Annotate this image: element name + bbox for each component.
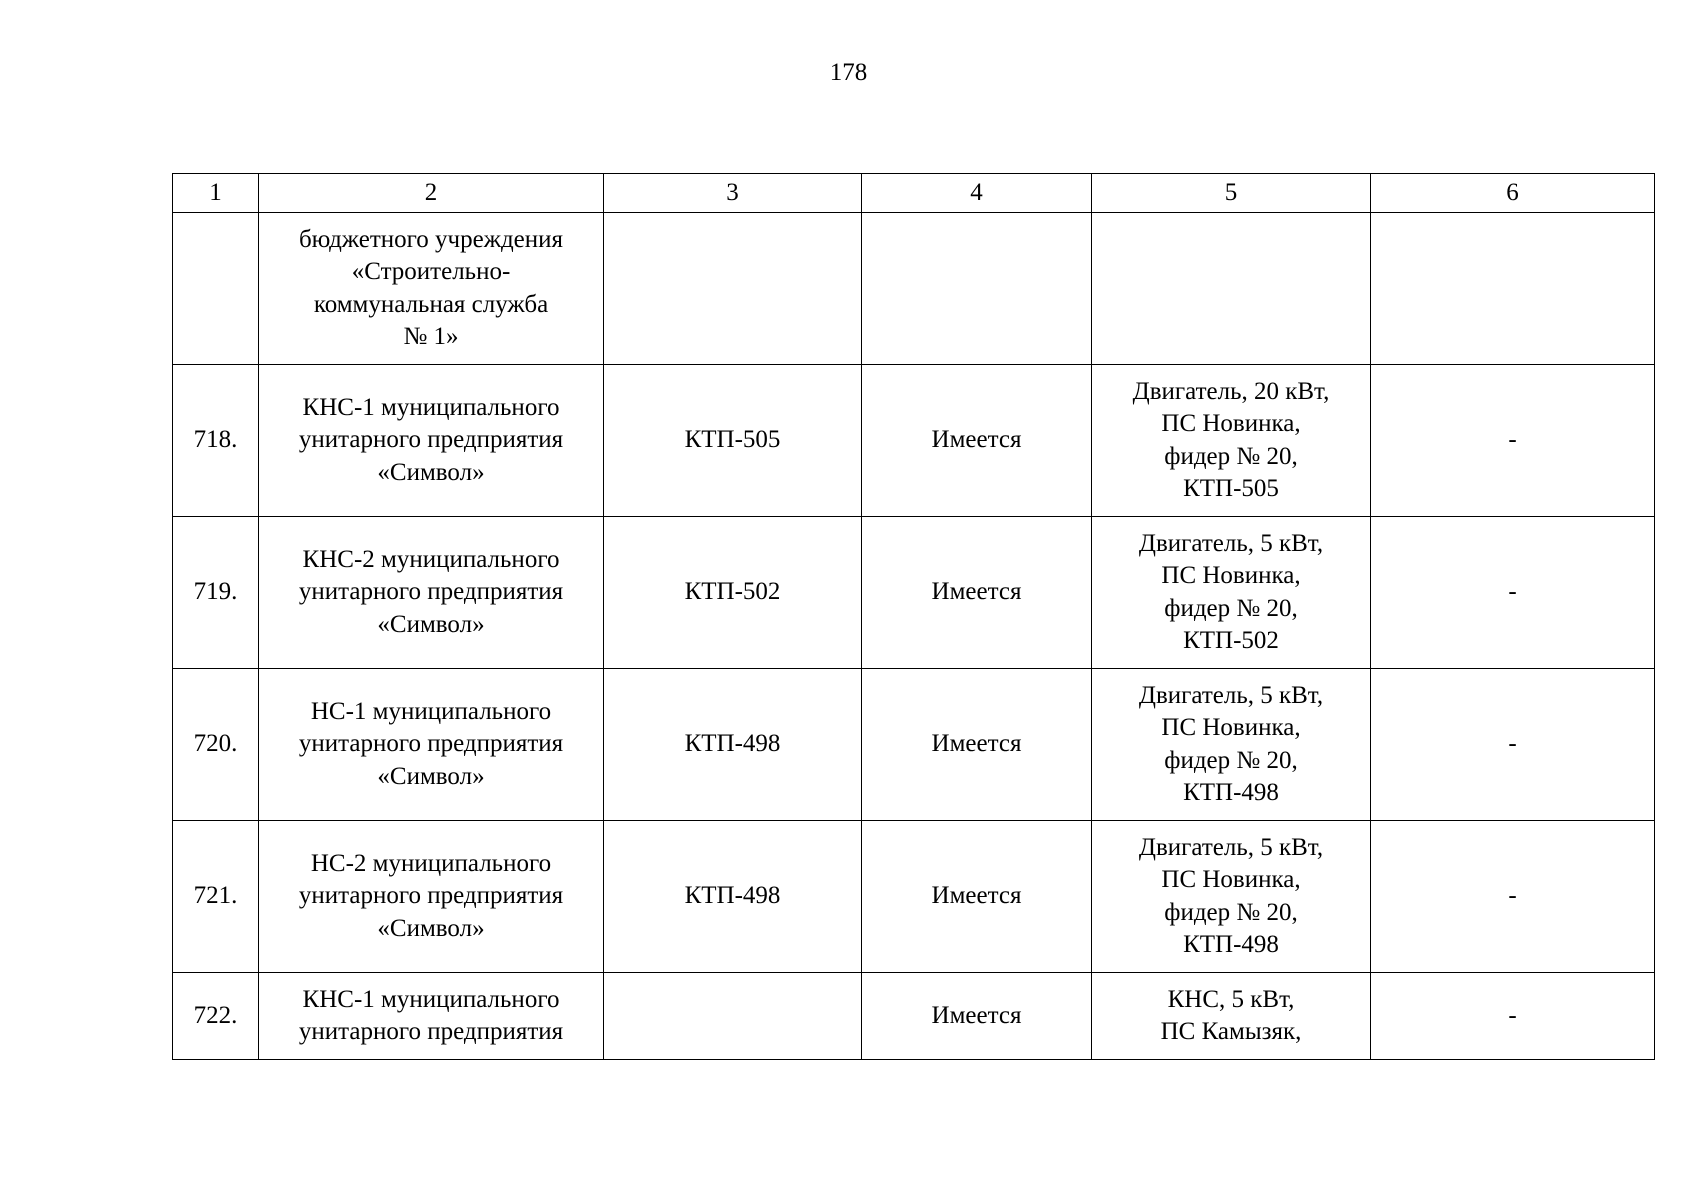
object-name-line: бюджетного учреждения [298,225,564,253]
power-cell [1092,213,1371,365]
table-row [173,973,1655,1060]
power-line: Двигатель, 5 кВт, [1138,529,1324,557]
availability-cell: Имеется [862,365,1092,517]
object-name-line: коммунальная служба [313,290,549,318]
object-name-line: унитарного предприятия [298,1018,564,1045]
power-line: ПС Новинка, [1161,866,1301,893]
power-cell [1092,973,1371,1060]
object-name-line: «Символ» [377,762,485,790]
substation-cell: КТП-498 [604,669,862,821]
note-cell [1371,213,1655,365]
power-line: КТП-498 [1183,931,1279,958]
power-line: фидер № 20, [1164,898,1298,926]
power-line: фидер № 20, [1164,594,1298,622]
note-cell: - [1371,821,1655,973]
note-cell: - [1371,669,1655,821]
note-cell: - [1371,517,1655,669]
column-header-5: 5 [1092,174,1371,213]
substation-cell [604,973,862,1060]
object-name-cell [259,669,604,821]
column-header-3: 3 [604,174,862,213]
availability-cell [862,213,1092,365]
substation-cell [604,213,862,365]
object-name-cell [259,365,604,517]
power-line: ПС Новинка, [1161,714,1301,741]
table-row [173,517,1655,669]
row-number-cell: 718. [173,365,259,517]
object-name-line: НС-2 муниципального [310,849,552,877]
column-header-6: 6 [1371,174,1655,213]
power-cell [1092,517,1371,669]
object-name-line: унитарного предприятия [298,882,564,910]
object-name-cell [259,213,604,365]
object-name-line: «Строительно- [351,258,511,285]
power-cell [1092,365,1371,517]
page-number: 178 [829,59,868,86]
power-line: фидер № 20, [1164,442,1298,470]
column-header-2: 2 [259,174,604,213]
note-cell: - [1371,973,1655,1060]
data-table [172,173,1655,1060]
power-line: Двигатель, 5 кВт, [1138,681,1324,709]
availability-cell: Имеется [862,517,1092,669]
power-line: ПС Камызяк, [1160,1018,1302,1045]
object-name-line: «Символ» [377,610,485,638]
column-header-4: 4 [862,174,1092,213]
power-line: ПС Новинка, [1161,410,1301,437]
object-name-line: КНС-2 муниципального [302,545,560,573]
substation-cell: КТП-505 [604,365,862,517]
object-name-cell [259,973,604,1060]
table-header-row [173,174,1655,213]
substation-cell: КТП-502 [604,517,862,669]
table-row [173,669,1655,821]
object-name-cell [259,517,604,669]
power-cell [1092,669,1371,821]
column-header-1: 1 [173,174,259,213]
table-row [173,213,1655,365]
power-line: КТП-502 [1183,627,1279,654]
row-number-cell: 722. [173,973,259,1060]
row-number-cell [173,213,259,365]
table-row [173,365,1655,517]
object-name-line: НС-1 муниципального [310,697,552,725]
object-name-line: КНС-1 муниципального [302,393,560,421]
power-line: Двигатель, 20 кВт, [1132,377,1330,405]
table-row [173,821,1655,973]
object-name-line: унитарного предприятия [298,426,564,454]
object-name-line: унитарного предприятия [298,730,564,758]
power-line: КТП-498 [1183,779,1279,806]
power-cell [1092,821,1371,973]
object-name-cell [259,821,604,973]
substation-cell: КТП-498 [604,821,862,973]
row-number-cell: 719. [173,517,259,669]
object-name-line: унитарного предприятия [298,578,564,606]
availability-cell: Имеется [862,973,1092,1060]
row-number-cell: 721. [173,821,259,973]
availability-cell: Имеется [862,669,1092,821]
power-line: ПС Новинка, [1161,562,1301,589]
object-name-line: КНС-1 муниципального [302,985,560,1013]
object-name-line: «Символ» [377,458,485,486]
note-cell: - [1371,365,1655,517]
availability-cell: Имеется [862,821,1092,973]
power-line: КТП-505 [1183,475,1279,502]
row-number-cell: 720. [173,669,259,821]
power-line: Двигатель, 5 кВт, [1138,833,1324,861]
power-line: КНС, 5 кВт, [1167,985,1295,1013]
power-line: фидер № 20, [1164,746,1298,774]
object-name-line: «Символ» [377,914,485,942]
object-name-line: № 1» [403,323,459,350]
